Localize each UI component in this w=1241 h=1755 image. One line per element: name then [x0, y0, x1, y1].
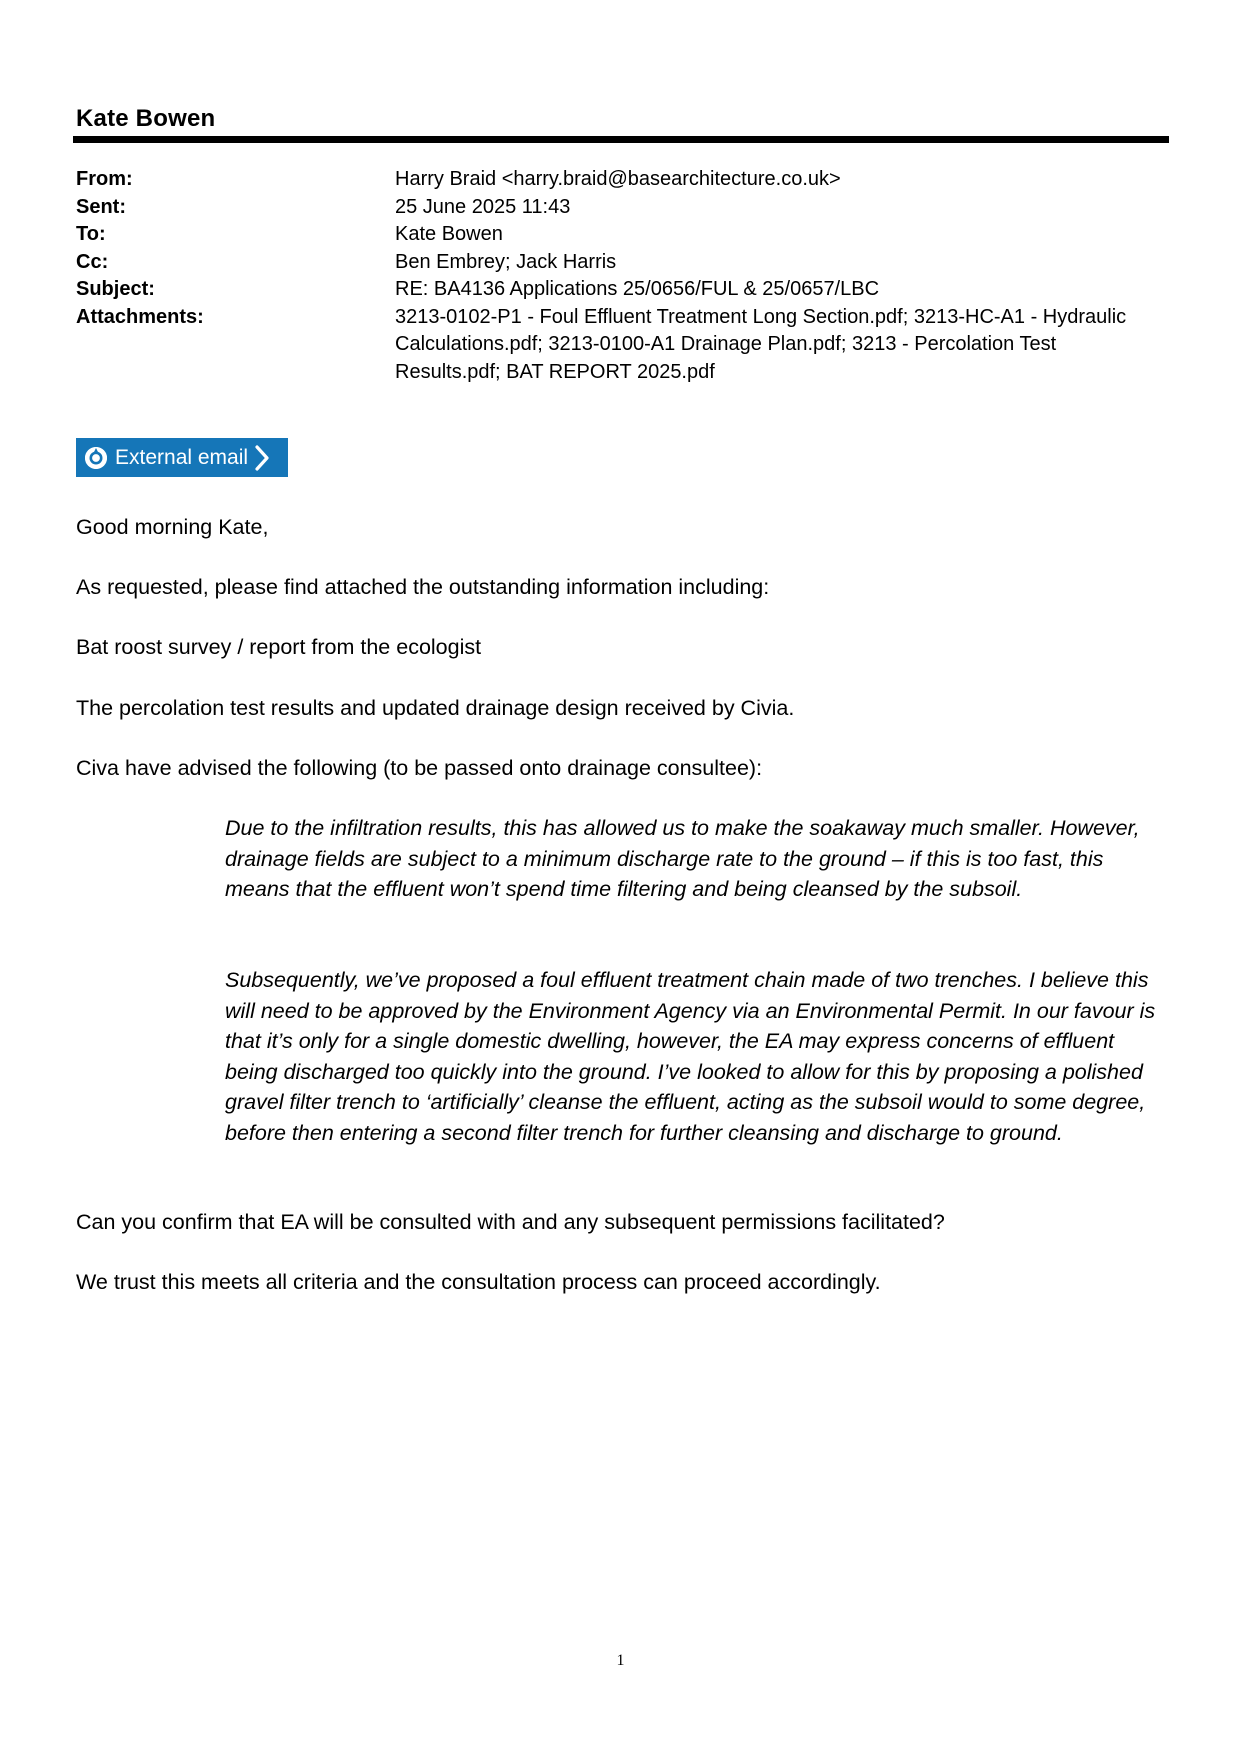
attachments-label: Attachments:: [76, 305, 204, 328]
page-number: 1: [616, 1652, 625, 1669]
cc-row: [76, 249, 1166, 277]
body-paragraph-ea-question: Can you confirm that EA will be consulted with and any subsequent permissions facilitated?: [76, 1210, 945, 1234]
mailbox-owner-name: Kate Bowen: [76, 105, 216, 132]
subject-label: Subject:: [76, 278, 155, 300]
body-paragraph-request: As requested, please find attached the outstanding information including:: [76, 575, 770, 599]
to-label: To:: [76, 223, 106, 245]
email-headers: [76, 166, 1166, 386]
sent-value: 25 June 2025 11:43: [395, 195, 571, 218]
header-divider: [73, 136, 1169, 143]
body-paragraph-bat-survey: Bat roost survey / report from the ecologist: [76, 635, 482, 659]
greeting: Good morning Kate,: [76, 515, 269, 539]
from-row: [76, 166, 1166, 194]
sent-row: [76, 194, 1166, 222]
body-paragraph-percolation: The percolation test results and updated drainage design received by Civia.: [76, 696, 795, 720]
cc-value[interactable]: Ben Embrey; Jack Harris: [395, 250, 617, 273]
attachments-value[interactable]: 3213-0102-P1 - Foul Effluent Treatment Long Section.pdf; 3213-HC-A1 - Hydraulic Calculations.pdf; 3213-0100-A1 Drainage Plan.pdf; 3213 - Percolation Test Results.pdf; BAT REPORT 2025.pdf: [395, 305, 1127, 383]
quoted-paragraph-infiltration: Due to the infiltration results, this has allowed us to make the soakaway much smaller. However, drainage fields are subject to a minimum discharge rate to the ground – if this is too fast, this means that the effluent won’t spend time filtering and being cleansed by the subsoil.: [225, 816, 1140, 901]
subject-row: [76, 276, 1166, 304]
subject-value: RE: BA4136 Applications 25/0656/FUL & 25/0657/LBC: [395, 278, 880, 300]
from-value[interactable]: Harry Braid <harry.braid@basearchitecture.co.uk>: [395, 168, 841, 190]
to-row: [76, 221, 1166, 249]
quoted-paragraph-treatment-chain: Subsequently, we’ve proposed a foul effluent treatment chain made of two trenches. I believe this will need to be approved by the Environment Agency via an Environmental Permit. In our favour is that it’s only for a single domestic dwelling, however, the EA may express concerns of effluent being discharged too quickly into the ground. I’ve looked to allow for this by proposing a polished gravel filter trench to ‘artificially’ cleanse the effluent, acting as the subsoil would to some degree, before then entering a second filter trench for further cleansing and discharge to ground.: [225, 968, 1156, 1145]
body-paragraph-closing: We trust this meets all criteria and the consultation process can proceed accordingly.: [76, 1270, 881, 1294]
from-label: From:: [76, 168, 133, 190]
external-shield-icon: [85, 447, 107, 469]
body-paragraph-civa: Civa have advised the following (to be passed onto drainage consultee):: [76, 756, 763, 780]
attachments-row: [76, 304, 1166, 387]
sent-label: Sent:: [76, 195, 126, 218]
to-value[interactable]: Kate Bowen: [395, 223, 503, 245]
cc-label: Cc:: [76, 250, 109, 273]
chevron-right-icon: [254, 444, 270, 472]
external-email-label: External email: [115, 445, 249, 469]
external-email-badge[interactable]: [76, 438, 288, 477]
